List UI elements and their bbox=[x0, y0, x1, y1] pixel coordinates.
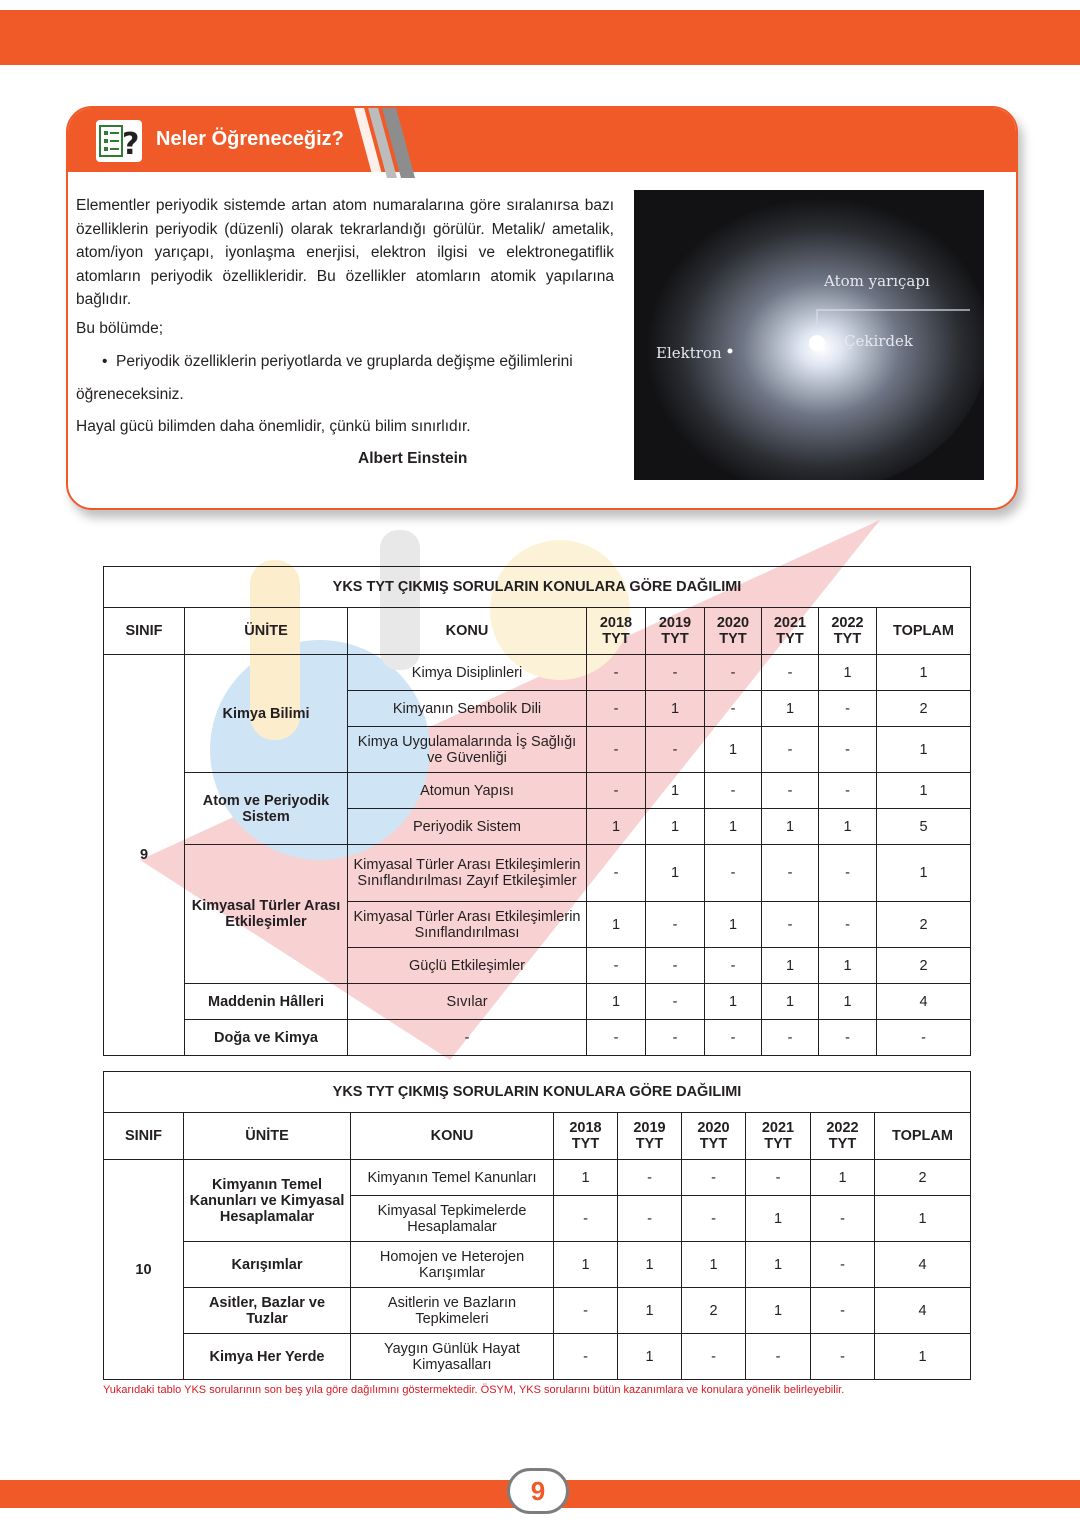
topic-cell: Atomun Yapısı bbox=[348, 773, 587, 809]
topic-cell: Sıvılar bbox=[348, 984, 587, 1020]
value-cell: - bbox=[618, 1196, 682, 1242]
header-year: 2018 TYT bbox=[554, 1113, 618, 1160]
value-cell: - bbox=[646, 948, 705, 984]
value-cell: - bbox=[705, 845, 762, 902]
header-year: 2022 TYT bbox=[811, 1113, 875, 1160]
unit-cell: Doğa ve Kimya bbox=[185, 1020, 348, 1056]
value-cell: 1 bbox=[819, 948, 877, 984]
table-row bbox=[104, 1160, 971, 1196]
header-toplam: TOPLAM bbox=[875, 1113, 971, 1160]
unit-cell: Atom ve Periyodik Sistem bbox=[185, 773, 348, 845]
value-cell: - bbox=[618, 1160, 682, 1196]
table-row bbox=[104, 984, 971, 1020]
value-cell: - bbox=[762, 845, 819, 902]
svg-text:?: ? bbox=[122, 127, 140, 162]
table-row bbox=[104, 655, 971, 691]
header-unite: ÜNİTE bbox=[184, 1113, 351, 1160]
value-cell: 1 bbox=[705, 984, 762, 1020]
value-cell: - bbox=[819, 1020, 877, 1056]
value-cell: 1 bbox=[682, 1242, 746, 1288]
header-year: 2022 TYT bbox=[819, 608, 877, 655]
topic-cell: Kimyanın Sembolik Dili bbox=[348, 691, 587, 727]
topic-cell: Kimya Disiplinleri bbox=[348, 655, 587, 691]
value-cell: 1 bbox=[646, 845, 705, 902]
value-cell: 1 bbox=[554, 1242, 618, 1288]
value-cell: 1 bbox=[762, 691, 819, 727]
distribution-table-grade-9 bbox=[103, 566, 971, 1056]
value-cell: 1 bbox=[618, 1288, 682, 1334]
topic-cell: Kimyanın Temel Kanunları bbox=[351, 1160, 554, 1196]
table-title: YKS TYT ÇIKMIŞ SORULARIN KONULARA GÖRE DAĞILIMI bbox=[104, 1072, 971, 1113]
header-year: 2020 TYT bbox=[705, 608, 762, 655]
topic-cell: Kimyasal Tepkimelerde Hesaplamalar bbox=[351, 1196, 554, 1242]
info-box-title: Neler Öğreneceğiz? bbox=[156, 128, 344, 150]
value-cell: - bbox=[819, 773, 877, 809]
table-title: YKS TYT ÇIKMIŞ SORULARIN KONULARA GÖRE DAĞILIMI bbox=[104, 567, 971, 608]
total-cell: 1 bbox=[877, 655, 971, 691]
value-cell: - bbox=[587, 691, 646, 727]
value-cell: 1 bbox=[618, 1242, 682, 1288]
value-cell: - bbox=[762, 727, 819, 773]
header-toplam: TOPLAM bbox=[877, 608, 971, 655]
atom-radius-label: Atom yarıçapı bbox=[824, 272, 930, 290]
value-cell: - bbox=[819, 902, 877, 948]
value-cell: - bbox=[587, 727, 646, 773]
value-cell: - bbox=[811, 1242, 875, 1288]
distribution-table-grade-10 bbox=[103, 1071, 971, 1380]
intro-text: Elementler periyodik sistemde artan atom numaralarına göre sıralanırsa bazı özelliklerin periyodik (düzenli) olarak tekrarlandığı görülür. Metalik/ ametalik, atom/iyon yarıçapı, iyonlaşma enerjisi, elektron ilgisi ve elektronegatiflik atomların periyodik özellikleridir. Bu özellikler atomların atomik yapılarına bağlıdır. bbox=[76, 197, 614, 308]
value-cell: - bbox=[705, 655, 762, 691]
bullet-item: • Periyodik özelliklerin periyotlarda ve gruplarda değişme eğilimlerini bbox=[102, 353, 573, 370]
value-cell: 1 bbox=[811, 1160, 875, 1196]
total-cell: - bbox=[877, 1020, 971, 1056]
total-cell: 1 bbox=[877, 727, 971, 773]
value-cell: - bbox=[587, 773, 646, 809]
topic-cell: Kimya Uygulamalarında İş Sağlığı ve Güvenliği bbox=[348, 727, 587, 773]
page-number: 9 bbox=[507, 1468, 569, 1514]
electron-label: Elektron bbox=[656, 344, 722, 362]
value-cell: 1 bbox=[587, 984, 646, 1020]
bullet-continuation: öğreneceksiniz. bbox=[76, 386, 184, 403]
value-cell: - bbox=[554, 1196, 618, 1242]
unit-cell: Maddenin Hâlleri bbox=[185, 984, 348, 1020]
header-year: 2021 TYT bbox=[762, 608, 819, 655]
value-cell: 1 bbox=[705, 902, 762, 948]
value-cell: - bbox=[554, 1288, 618, 1334]
atom-image bbox=[634, 190, 984, 480]
total-cell: 1 bbox=[877, 845, 971, 902]
value-cell: 1 bbox=[819, 984, 877, 1020]
value-cell: - bbox=[762, 902, 819, 948]
table-footnote: Yukarıdaki tablo YKS sorularının son beş yıla göre dağılımını göstermektedir. ÖSYM, YKS sorularını bütün kazanımlara ve konulara yönelik belirleyebilir. bbox=[103, 1384, 845, 1396]
value-cell: - bbox=[819, 727, 877, 773]
value-cell: - bbox=[646, 1020, 705, 1056]
total-cell: 2 bbox=[877, 902, 971, 948]
value-cell: - bbox=[746, 1160, 811, 1196]
value-cell: - bbox=[587, 655, 646, 691]
total-cell: 4 bbox=[875, 1242, 971, 1288]
total-cell: 5 bbox=[877, 809, 971, 845]
value-cell: - bbox=[819, 845, 877, 902]
quote: Hayal gücü bilimden daha önemlidir, çünkü bilim sınırlıdır. bbox=[76, 418, 471, 435]
value-cell: - bbox=[811, 1334, 875, 1380]
value-cell: 1 bbox=[705, 727, 762, 773]
value-cell: - bbox=[646, 655, 705, 691]
grade-cell: 9 bbox=[104, 655, 185, 1056]
section-intro: Bu bölümde; bbox=[76, 320, 164, 337]
total-cell: 4 bbox=[875, 1288, 971, 1334]
total-cell: 2 bbox=[877, 948, 971, 984]
value-cell: 1 bbox=[746, 1288, 811, 1334]
value-cell: - bbox=[811, 1288, 875, 1334]
value-cell: 1 bbox=[819, 655, 877, 691]
nucleus-label: Çekirdek bbox=[844, 332, 913, 350]
checklist-question-icon bbox=[96, 120, 142, 162]
topic-cell: Kimyasal Türler Arası Etkileşimlerin Sınıflandırılması bbox=[348, 902, 587, 948]
total-cell: 1 bbox=[877, 773, 971, 809]
topic-cell: Güçlü Etkileşimler bbox=[348, 948, 587, 984]
header-konu: KONU bbox=[348, 608, 587, 655]
header-unite: ÜNİTE bbox=[185, 608, 348, 655]
value-cell: - bbox=[646, 984, 705, 1020]
info-box bbox=[66, 106, 1018, 510]
value-cell: 1 bbox=[587, 809, 646, 845]
header-year: 2020 TYT bbox=[682, 1113, 746, 1160]
value-cell: - bbox=[682, 1160, 746, 1196]
value-cell: - bbox=[587, 845, 646, 902]
value-cell: - bbox=[554, 1334, 618, 1380]
table-row bbox=[104, 773, 971, 809]
table-row bbox=[104, 845, 971, 902]
value-cell: 1 bbox=[618, 1334, 682, 1380]
unit-cell: Asitler, Bazlar ve Tuzlar bbox=[184, 1288, 351, 1334]
table-row bbox=[104, 1020, 971, 1056]
value-cell: - bbox=[682, 1334, 746, 1380]
header-year: 2019 TYT bbox=[618, 1113, 682, 1160]
value-cell: 1 bbox=[646, 691, 705, 727]
value-cell: - bbox=[762, 773, 819, 809]
value-cell: - bbox=[819, 691, 877, 727]
value-cell: 1 bbox=[746, 1242, 811, 1288]
value-cell: 1 bbox=[705, 809, 762, 845]
total-cell: 4 bbox=[877, 984, 971, 1020]
value-cell: - bbox=[705, 773, 762, 809]
value-cell: - bbox=[646, 902, 705, 948]
value-cell: 1 bbox=[762, 948, 819, 984]
topic-cell: Kimyasal Türler Arası Etkileşimlerin Sınıflandırılması Zayıf Etkileşimler bbox=[348, 845, 587, 902]
top-bar bbox=[0, 10, 1080, 65]
value-cell: 2 bbox=[682, 1288, 746, 1334]
value-cell: - bbox=[811, 1196, 875, 1242]
table-row bbox=[104, 1288, 971, 1334]
topic-cell: Asitlerin ve Bazların Tepkimeleri bbox=[351, 1288, 554, 1334]
total-cell: 1 bbox=[875, 1196, 971, 1242]
value-cell: 1 bbox=[646, 773, 705, 809]
decorative-stripes bbox=[353, 106, 423, 178]
header-sinif: SINIF bbox=[104, 1113, 184, 1160]
value-cell: - bbox=[762, 655, 819, 691]
value-cell: 1 bbox=[587, 902, 646, 948]
topic-cell: Periyodik Sistem bbox=[348, 809, 587, 845]
value-cell: 1 bbox=[746, 1196, 811, 1242]
value-cell: - bbox=[587, 948, 646, 984]
topic-cell: Yaygın Günlük Hayat Kimyasalları bbox=[351, 1334, 554, 1380]
value-cell: 1 bbox=[554, 1160, 618, 1196]
topic-cell: - bbox=[348, 1020, 587, 1056]
value-cell: - bbox=[682, 1196, 746, 1242]
unit-cell: Kimyasal Türler Arası Etkileşimler bbox=[185, 845, 348, 984]
header-sinif: SINIF bbox=[104, 608, 185, 655]
table-row bbox=[104, 1242, 971, 1288]
total-cell: 1 bbox=[875, 1334, 971, 1380]
electron-dot bbox=[728, 349, 733, 354]
nucleus-dot bbox=[809, 335, 825, 351]
unit-cell: Kimyanın Temel Kanunları ve Kimyasal Hesaplamalar bbox=[184, 1160, 351, 1242]
header-year: 2019 TYT bbox=[646, 608, 705, 655]
value-cell: - bbox=[587, 1020, 646, 1056]
value-cell: - bbox=[762, 1020, 819, 1056]
total-cell: 2 bbox=[877, 691, 971, 727]
grade-cell: 10 bbox=[104, 1160, 184, 1380]
topic-cell: Homojen ve Heterojen Karışımlar bbox=[351, 1242, 554, 1288]
value-cell: 1 bbox=[762, 984, 819, 1020]
value-cell: 1 bbox=[819, 809, 877, 845]
unit-cell: Karışımlar bbox=[184, 1242, 351, 1288]
value-cell: - bbox=[705, 948, 762, 984]
header-year: 2018 TYT bbox=[587, 608, 646, 655]
unit-cell: Kimya Bilimi bbox=[185, 655, 348, 773]
value-cell: 1 bbox=[646, 809, 705, 845]
value-cell: - bbox=[746, 1334, 811, 1380]
total-cell: 2 bbox=[875, 1160, 971, 1196]
header-konu: KONU bbox=[351, 1113, 554, 1160]
info-box-header bbox=[68, 108, 1016, 172]
value-cell: - bbox=[705, 1020, 762, 1056]
value-cell: 1 bbox=[762, 809, 819, 845]
table-row bbox=[104, 1334, 971, 1380]
header-year: 2021 TYT bbox=[746, 1113, 811, 1160]
value-cell: - bbox=[705, 691, 762, 727]
value-cell: - bbox=[646, 727, 705, 773]
unit-cell: Kimya Her Yerde bbox=[184, 1334, 351, 1380]
quote-author: Albert Einstein bbox=[358, 450, 468, 467]
